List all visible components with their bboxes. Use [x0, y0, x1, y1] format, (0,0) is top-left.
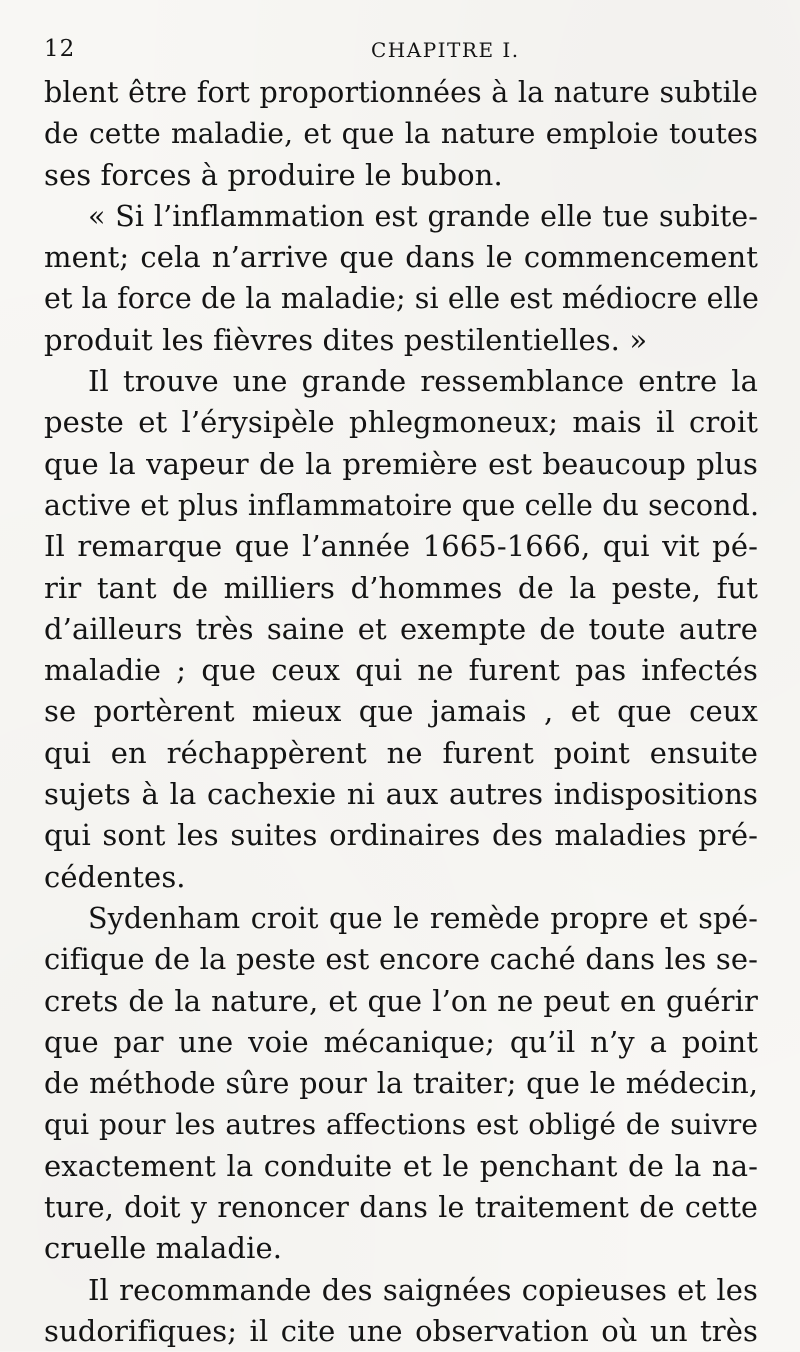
text-line: qui pour les autres affections est obligé de suivre [44, 1108, 758, 1142]
text-line: peste et l’érysipèle phlegmoneux; mais il croit [44, 405, 758, 440]
text-line: Il recommande des saignées copieuses et les [88, 1272, 758, 1307]
text-line: que par une voie mécanique; qu’il n’y a point [44, 1024, 758, 1059]
text-line: Il remarque que l’année 1665-1666, qui vit pé- [44, 529, 758, 564]
text-line: qui sont les suites ordinaires des maladies pré- [44, 818, 758, 853]
text-line: active et plus inflammatoire que celle du second. [44, 488, 760, 522]
page-number: 12 [44, 36, 76, 62]
text-line: ment; cela n’arrive que dans le commencement [44, 240, 758, 275]
text-line: blent être fort proportionnées à la nature subtile [44, 76, 758, 109]
text-line: ses forces à produire le bubon. [44, 157, 503, 192]
text-line: Sydenham croit que le remède propre et spé- [88, 901, 758, 935]
text-line: de cette maladie, et que la nature emploie toutes [44, 117, 758, 151]
chapter-title: CHAPITRE I. [371, 38, 520, 62]
text-line: « Si l’inflammation est grande elle tue subite- [88, 199, 758, 233]
text-line: Il trouve une grande ressemblance entre la [88, 364, 758, 399]
text-line: sudorifiques; il cite une observation où un très [44, 1313, 758, 1348]
text-line: cruelle maladie. [44, 1231, 283, 1266]
text-line: se portèrent mieux que jamais , et que ceux [44, 694, 758, 729]
body-text [44, 72, 758, 1352]
text-line: et la force de la maladie; si elle est médiocre elle [44, 282, 760, 316]
text-line: exactement la conduite et le penchant de la na- [44, 1148, 758, 1183]
text-line: sujets à la cachexie ni aux autres indispositions [44, 777, 758, 812]
text-line: cédentes. [44, 859, 186, 894]
text-line: de méthode sûre pour la traiter; que le médecin, [44, 1067, 758, 1101]
text-line: produit les fièvres dites pestilentielles. » [44, 322, 648, 357]
running-head [44, 36, 756, 66]
text-line: cifique de la peste est encore caché dans les se- [44, 942, 758, 977]
text-line: que la vapeur de la première est beaucoup plus [44, 446, 758, 481]
text-line: qui en réchappèrent ne furent point ensuite [44, 735, 758, 770]
text-line: rir tant de milliers d’hommes de la peste, fut [44, 570, 758, 605]
text-line: maladie ; que ceux qui ne furent pas infectés [44, 653, 758, 688]
text-line: ture, doit y renoncer dans le traitement de cette [44, 1191, 758, 1225]
text-line: d’ailleurs très saine et exempte de toute autre [44, 611, 758, 646]
text-line: crets de la nature, et que l’on ne peut en guérir [44, 983, 758, 1018]
